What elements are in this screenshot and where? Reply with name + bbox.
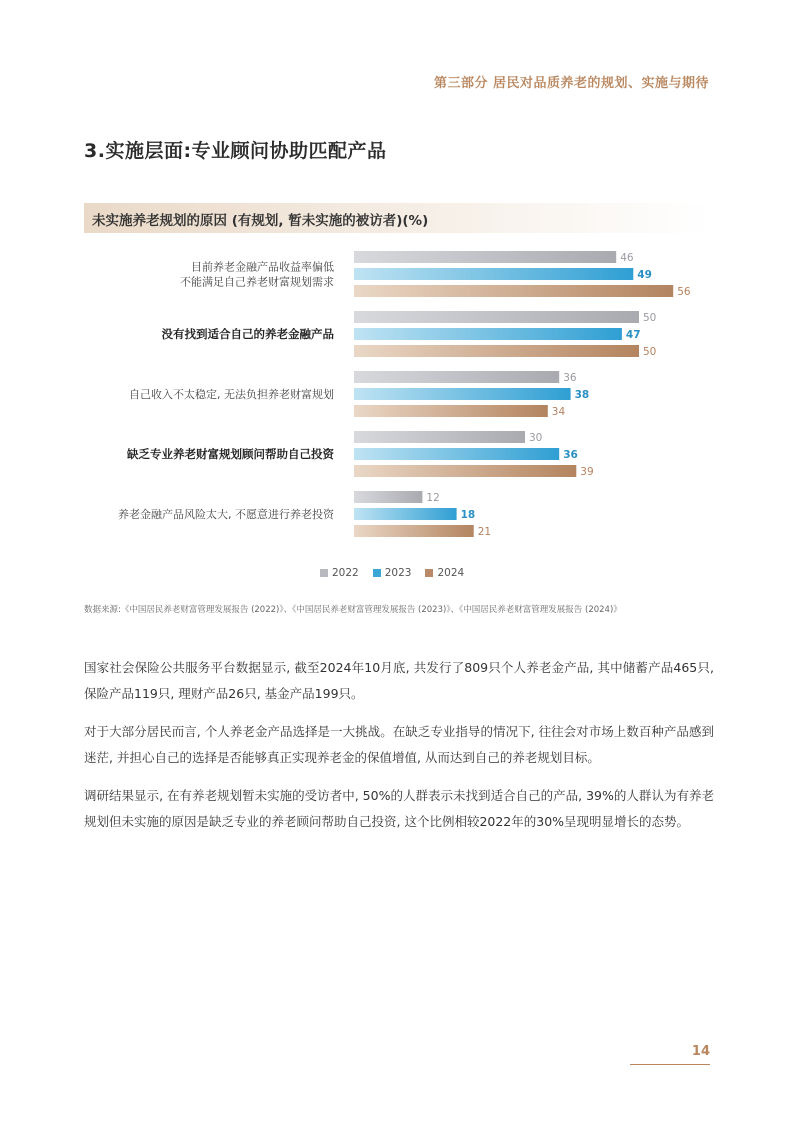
bar-2024 (354, 345, 639, 357)
chart-title: 未实施养老规划的原因 (有规划, 暂未实施的被访者)(%) (92, 213, 429, 229)
legend-item-2022 (320, 567, 359, 579)
data-label-2022: 36 (563, 372, 577, 384)
bar-2024 (354, 525, 474, 537)
bar-2022 (354, 371, 559, 383)
bar-2022 (354, 311, 639, 323)
category-label: 目前养老金融产品收益率偏低 (191, 260, 334, 274)
bar-2023 (354, 268, 633, 280)
bar-chart (84, 240, 691, 560)
data-label-2022: 46 (620, 252, 634, 264)
section-title: 3.实施层面:专业顾问协助匹配产品 (84, 140, 387, 162)
data-label-2024: 56 (677, 286, 691, 298)
legend-swatch-2022 (320, 569, 328, 577)
chart-title-bar (84, 203, 710, 233)
running-header: 第三部分 居民对品质养老的规划、实施与期待 (433, 76, 709, 91)
legend-label-2023: 2023 (384, 567, 412, 579)
data-label-2024: 39 (580, 466, 594, 478)
data-label-2024: 50 (643, 346, 657, 358)
legend-label-2022: 2022 (332, 567, 359, 579)
category-label: 不能满足自己养老财富规划需求 (180, 275, 334, 289)
paragraph: 国家社会保险公共服务平台数据显示, 截至2024年10月底, 共发行了809只个人养老金产品, 其中储蓄产品465只, 保险产品119只, 理财产品26只, 基金产品199只。 (84, 660, 714, 701)
category-label: 养老金融产品风险太大, 不愿意进行养老投资 (118, 508, 334, 521)
chart-legend (320, 567, 464, 579)
category-label: 没有找到适合自己的养老金融产品 (161, 327, 334, 341)
bar-2023 (354, 508, 457, 520)
bar-2022 (354, 491, 422, 503)
legend-item-2024 (425, 567, 464, 579)
legend-item-2023 (373, 567, 412, 579)
body-text (84, 655, 714, 847)
bar-2023 (354, 388, 571, 400)
data-label-2024: 21 (477, 526, 492, 538)
paragraph: 调研结果显示, 在有养老规划暂未实施的受访者中, 50%的人群表示未找到适合自己的产品, 39%的人群认为有养老规划但未实施的原因是缺乏专业的养老顾问帮助自己投资, 这个比例相较2022年的30%呈现明显增长的态势。 (84, 788, 714, 829)
data-label-2023: 36 (563, 449, 578, 461)
page-number: 14 (691, 1044, 710, 1059)
bar-2022 (354, 251, 616, 263)
bar-2022 (354, 431, 525, 443)
data-label-2023: 49 (637, 269, 652, 281)
category-label: 自己收入不太稳定, 无法负担养老财富规划 (129, 388, 334, 401)
bar-2023 (354, 448, 559, 460)
data-label-2023: 18 (460, 509, 476, 521)
page-number-rule (630, 1064, 710, 1065)
bar-2024 (354, 285, 673, 297)
category-label: 缺乏专业养老财富规划顾问帮助自己投资 (127, 447, 334, 461)
data-label-2024: 34 (551, 406, 566, 418)
paragraph: 对于大部分居民而言, 个人养老金产品选择是一大挑战。在缺乏专业指导的情况下, 往往会对市场上数百种产品感到迷茫, 并担心自己的选择是否能够真正实现养老金的保值增值, 从而达到自己的养老规划目标。 (84, 724, 714, 765)
data-source: 数据来源:《中国居民养老财富管理发展报告 (2022)》、《中国居民养老财富管理发展报告 (2023)》、《中国居民养老财富管理发展报告 (2024)》 (84, 605, 622, 615)
bar-2024 (354, 465, 576, 477)
data-label-2022: 50 (643, 312, 657, 324)
data-label-2022: 12 (426, 492, 440, 504)
data-label-2023: 47 (625, 329, 641, 341)
legend-swatch-2023 (373, 569, 381, 577)
data-label-2023: 38 (574, 389, 590, 401)
bar-2023 (354, 328, 622, 340)
data-label-2022: 30 (529, 432, 543, 444)
legend-swatch-2024 (425, 569, 433, 577)
bar-2024 (354, 405, 548, 417)
legend-label-2024: 2024 (437, 567, 465, 579)
